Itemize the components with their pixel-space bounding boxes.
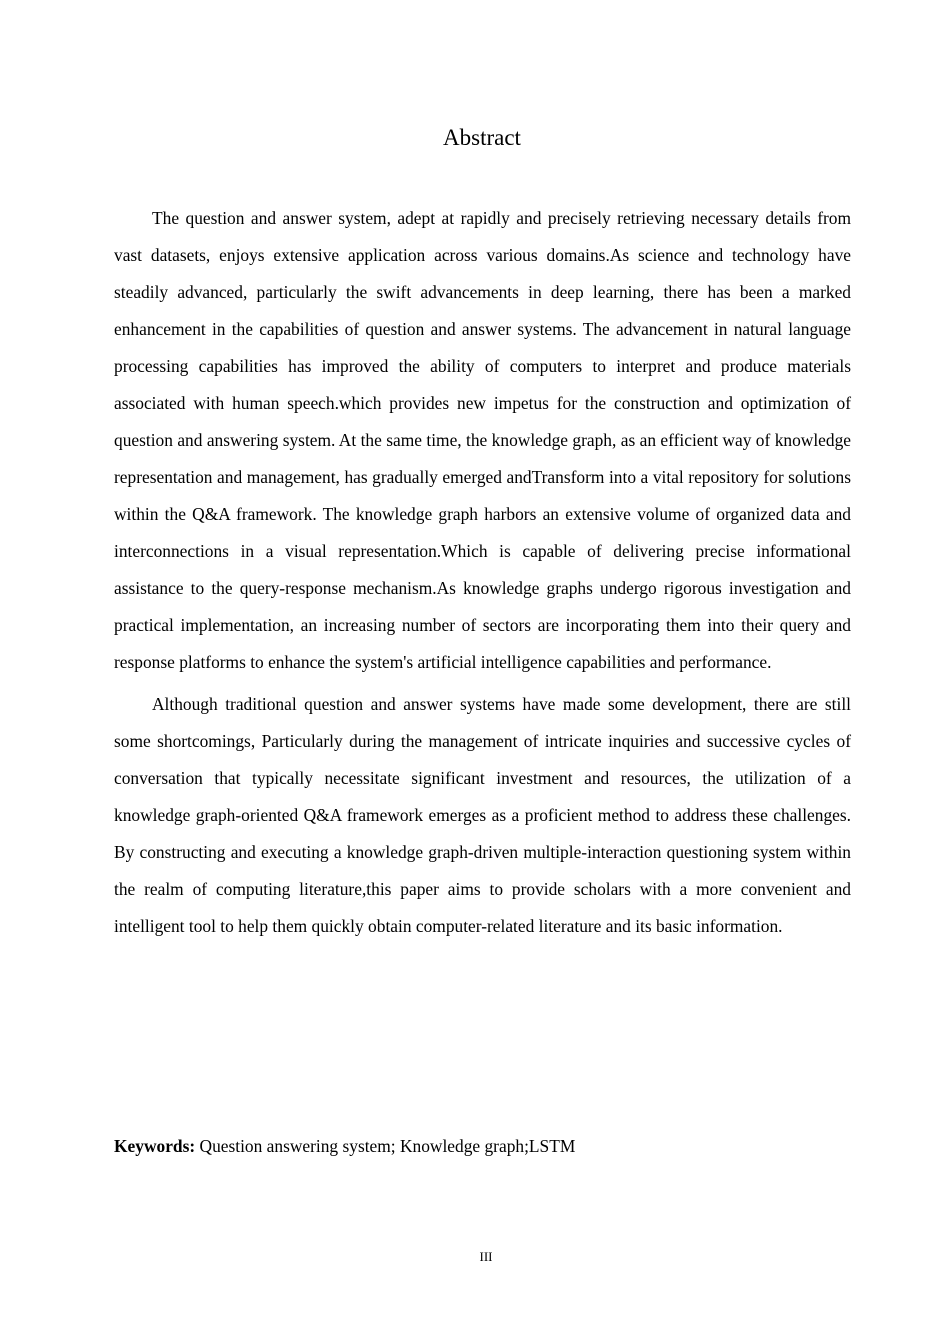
keywords-label: Keywords: <box>114 1136 196 1156</box>
page-number: III <box>479 1249 493 1264</box>
abstract-paragraph-1: The question and answer system, adept at rapidly and precisely retrieving necessary details from vast datasets, enjoys extensive application across various domains.As science and technology have steadily advanced, particularly the swift advancements in deep learning, there has been a marked enhancement in the capabilities of question and answer systems. The advancement in natural language processing capabilities has improved the ability of computers to interpret and produce materials associated with human speech.which provides new impetus for the construction and optimization of question and answering system. At the same time, the knowledge graph, as an efficient way of knowledge representation and management, has gradually emerged andTransform into a vital repository for solutions within the Q&A framework. The knowledge graph harbors an extensive volume of organized data and interconnections in a visual representation.Which is capable of delivering precise informational assistance to the query-response mechanism.As knowledge graphs undergo rigorous investigation and practical implementation, an increasing number of sectors are incorporating them into their query and response platforms to enhance the system's artificial intelligence capabilities and performance. <box>114 208 851 672</box>
abstract-paragraph-2: Although traditional question and answer systems have made some development, there are still some shortcomings, Particularly during the management of intricate inquiries and successive cycles of conversation that typically necessitate significant investment and resources, the utilization of a knowledge graph-oriented Q&A framework emerges as a proficient method to address these challenges. By constructing and executing a knowledge graph-driven multiple-interaction questioning system within the realm of computing literature,this paper aims to provide scholars with a more convenient and intelligent tool to help them quickly obtain computer-related literature and its basic information. <box>114 694 851 936</box>
keywords-line <box>114 1131 851 1161</box>
abstract-body <box>114 200 851 945</box>
keywords-text: Question answering system; Knowledge graph;LSTM <box>199 1136 576 1156</box>
abstract-title: Abstract <box>443 125 521 150</box>
